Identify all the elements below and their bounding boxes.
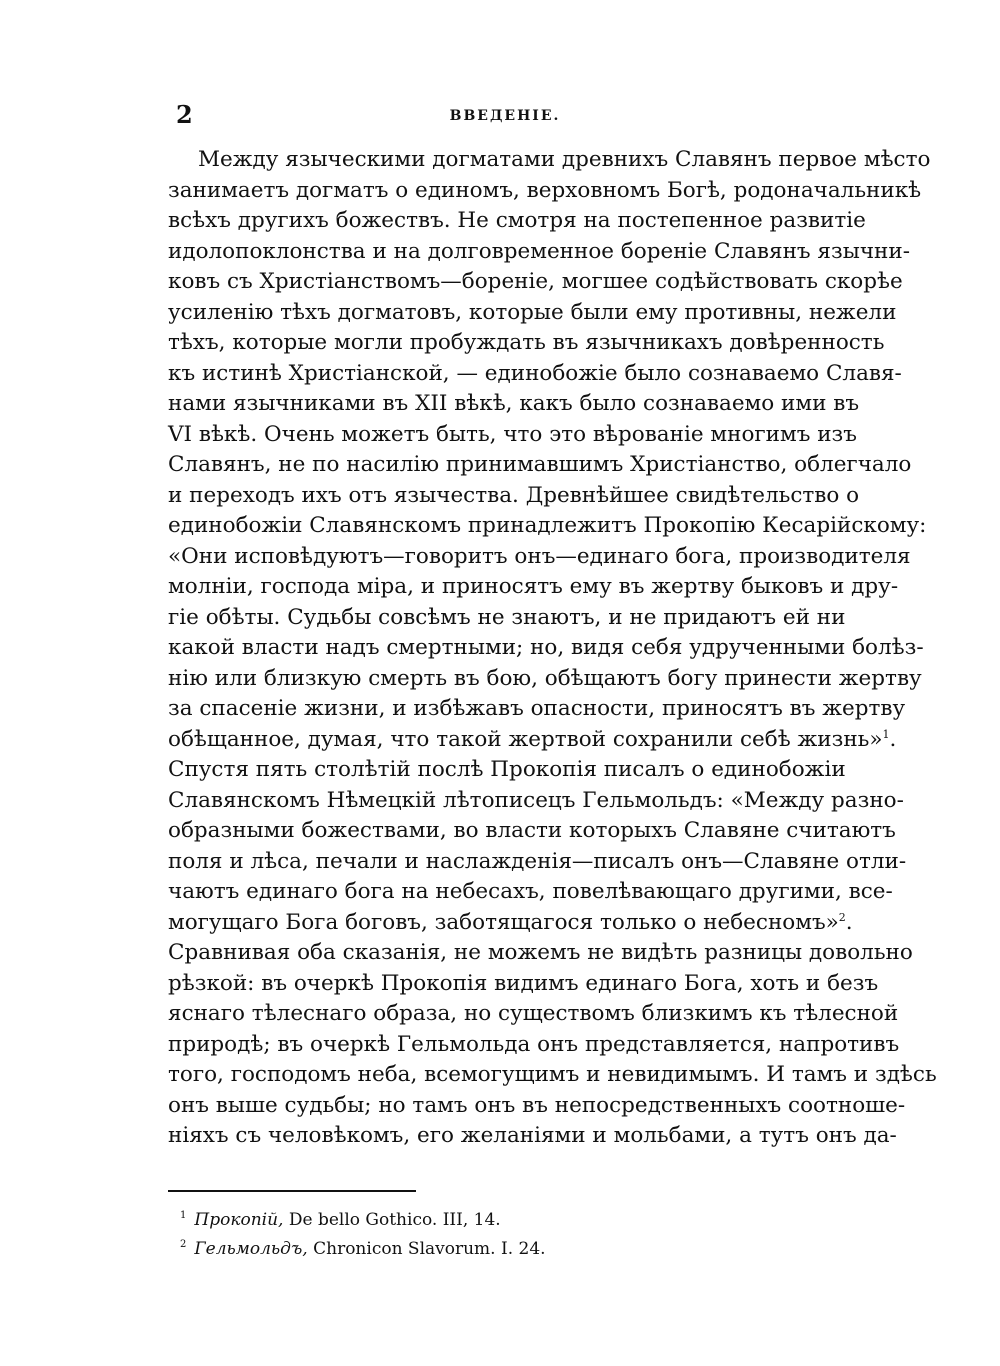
text-line: нію или близкую смерть въ бою, обѣщаютъ богу принести жертву [168,665,922,691]
text-line: нами язычниками въ XII вѣкѣ, какъ было сознаваемо ими въ [168,391,860,416]
text-line: могущаго Бога боговъ, заботящагося только о небесномъ» [168,909,839,935]
text-line: Спустя пять столѣтій послѣ Прокопія писалъ о единобожіи [168,757,846,782]
text-line: Славянскомъ Нѣмецкій лѣтописецъ Гельмольдъ: «Между разно- [168,787,904,813]
footnote-citation: De bello Gothico. III, 14. [288,1210,501,1230]
text-line: обѣщанное, думая, что такой жертвой сохранили себѣ жизнь» [168,726,883,752]
footnote-divider [168,1190,416,1192]
footnote-ref-1: 1 [882,727,890,741]
running-title: ВВЕДЕНІЕ. [449,108,561,124]
body-text [168,145,937,1152]
footnotes [180,1206,820,1264]
text-line: яснаго тѣлеснаго образа, но существомъ близкимъ къ тѣлесной [168,1001,899,1026]
text-line: гіе обѣты. Судьбы совсѣмъ не знаютъ, и не придаютъ ей ни [168,604,846,630]
text-line: чаютъ единаго бога на небесахъ, повелѣвающаго другими, все- [168,879,893,904]
text-line: и переходъ ихъ отъ язычества. Древнѣйшее свидѣтельство о [168,482,860,508]
text-line: Между языческими догматами древнихъ Славянъ первое мѣсто [198,147,931,172]
text-line: образными божествами, во власти которыхъ Славяне считаютъ [168,818,896,843]
text-line: Сравнивая оба сказанія, не можемъ не видѣть разницы довольно [168,940,913,965]
text-line: усиленію тѣхъ догматовъ, которые были ему противны, нежели [168,299,897,325]
text-line: ковъ съ Христіанствомъ—бореніе, могшее содѣйствовать скорѣе [168,269,903,294]
footnote-mark: 2 [180,1239,187,1251]
text-line-with-note [168,725,897,756]
text-line: «Они исповѣдуютъ—говоритъ онъ—единаго бога, производителя [168,543,911,569]
text-line: тѣхъ, которые могли пробуждать въ язычникахъ довѣренность [168,330,885,355]
footnote-mark: 1 [180,1210,187,1222]
text-line: поля и лѣса, печали и наслажденія—писалъ онъ—Славяне отли- [168,848,907,874]
line-end-punct: . [845,909,853,935]
text-line: рѣзкой: въ очеркѣ Прокопія видимъ единаго Бога, хоть и безъ [168,970,879,996]
text-line: молніи, господа міра, и приносятъ ему въ жертву быковъ и дру- [168,574,899,599]
page-number: 2 [176,100,193,129]
text-line: занимаетъ догматъ о единомъ, верховномъ Богѣ, родоначальникѣ [168,177,922,203]
text-line: какой власти надъ смертными; но, видя себя удрученными болѣз- [168,635,924,660]
footnote-2 [180,1235,820,1264]
text-line: за спасеніе жизни, и избѣжавъ опасности, приносятъ въ жертву [168,696,906,721]
text-line-with-note [168,908,853,939]
text-line: онъ выше судьбы; но тамъ онъ въ непосредственныхъ соотноше- [168,1092,906,1118]
text-line: всѣхъ другихъ божествъ. Не смотря на постепенное развитіе [168,208,866,233]
text-line: того, господомъ неба, всемогущимъ и невидимымъ. И тамъ и здѣсь [168,1062,937,1087]
footnote-1 [180,1206,820,1235]
page-header [176,100,834,132]
footnote-ref-2: 2 [838,910,846,924]
text-line: идолопоклонства и на долговременное бореніе Славянъ язычни- [168,238,910,264]
text-line: природѣ; въ очеркѣ Гельмольда онъ представляется, напротивъ [168,1031,900,1057]
text-line: Славянъ, не по насилію принимавшимъ Христіанство, облегчало [168,452,912,477]
text-line: VI вѣкѣ. Очень можетъ быть, что это вѣрованіе многимъ изъ [168,421,857,447]
footnote-citation: Chronicon Slavorum. I. 24. [313,1239,546,1259]
text-line: къ истинѣ Христіанской, — единобожіе было сознаваемо Славя- [168,360,902,386]
text-line: ніяхъ съ человѣкомъ, его желаніями и мольбами, а тутъ онъ да- [168,1123,897,1148]
text-line: единобожіи Славянскомъ принадлежитъ Прокопію Кесарійскому: [168,513,927,538]
line-end-punct: . [889,726,897,752]
footnote-author: Прокопій, [194,1210,284,1230]
footnote-author: Гельмольдъ, [194,1239,308,1259]
